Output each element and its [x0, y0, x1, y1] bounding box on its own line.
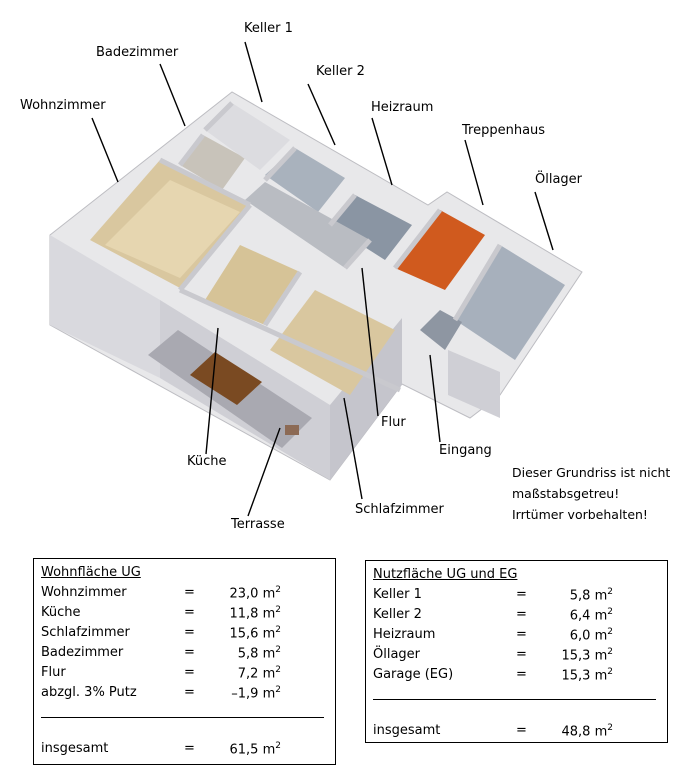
disclaimer-line: Irrtümer vorbehalten!: [512, 507, 648, 522]
row-value: 7,2 $m^2$: [237, 665, 281, 682]
row-equals: =: [516, 587, 527, 602]
label-kueche: Küche: [187, 454, 227, 469]
row-name: Garage (EG): [373, 667, 454, 682]
table-row: [41, 585, 281, 605]
label-keller1: Keller 1: [244, 21, 293, 36]
label-schlafzimmer: Schlafzimmer: [355, 502, 444, 517]
wohnflaeche-title: Wohnfläche UG: [41, 565, 141, 580]
row-equals: =: [516, 667, 527, 682]
label-eingang: Eingang: [439, 443, 492, 458]
label-flur: Flur: [381, 415, 406, 430]
row-equals: =: [184, 605, 195, 620]
table-row-total: [373, 723, 613, 743]
row-equals: =: [184, 625, 195, 640]
row-name: Küche: [41, 605, 81, 620]
table-row: [41, 605, 281, 625]
row-name: Wohnzimmer: [41, 585, 127, 600]
row-name: insgesamt: [373, 723, 441, 738]
table-row-total: [41, 741, 281, 761]
table-row: [373, 607, 613, 627]
table-row: [41, 665, 281, 685]
terrace-grill: [285, 425, 299, 435]
label-badezimmer: Badezimmer: [96, 45, 179, 60]
row-name: Schlafzimmer: [41, 625, 130, 640]
row-value: 15,6 $m^2$: [229, 625, 281, 642]
row-name: Badezimmer: [41, 645, 124, 660]
row-value: 15,3 $m^2$: [561, 667, 613, 684]
label-wohnzimmer: Wohnzimmer: [20, 98, 106, 113]
disclaimer-line: maßstabsgetreu!: [512, 486, 620, 501]
row-equals: =: [184, 741, 195, 756]
row-value: 5,8 $m^2$: [569, 587, 613, 604]
wohnflaeche-table: [33, 558, 336, 765]
row-name: Keller 1: [373, 587, 422, 602]
table-row: [373, 647, 613, 667]
row-value: 48,8 $m^2$: [561, 723, 613, 740]
nutzflaeche-title: Nutzfläche UG und EG: [373, 567, 518, 582]
table-row: [373, 587, 613, 607]
label-heizraum: Heizraum: [371, 100, 434, 115]
row-name: Flur: [41, 665, 66, 680]
row-value: 5,8 $m^2$: [237, 645, 281, 662]
building-model: [50, 92, 582, 480]
label-oellager: Öllager: [535, 172, 583, 187]
row-equals: =: [516, 627, 527, 642]
row-name: Heizraum: [373, 627, 436, 642]
row-equals: =: [184, 685, 195, 700]
table-row: [41, 685, 281, 705]
row-name: Öllager: [373, 647, 421, 662]
row-value: 11,8 $m^2$: [229, 605, 281, 622]
row-name: insgesamt: [41, 741, 109, 756]
row-value: 6,0 $m^2$: [569, 627, 613, 644]
label-keller2: Keller 2: [316, 64, 365, 79]
row-value: 15,3 $m^2$: [561, 647, 613, 664]
row-value: –1,9 $m^2$: [231, 685, 281, 702]
table-row: [41, 625, 281, 645]
table-row: [41, 645, 281, 665]
label-treppenhaus: Treppenhaus: [462, 123, 546, 138]
row-value: 23,0 $m^2$: [229, 585, 281, 602]
row-value: 6,4 $m^2$: [569, 607, 613, 624]
table-row: [373, 627, 613, 647]
row-equals: =: [516, 647, 527, 662]
row-equals: =: [184, 665, 195, 680]
total-divider: [373, 699, 656, 700]
row-name: Keller 2: [373, 607, 422, 622]
nutzflaeche-table: [365, 560, 668, 743]
table-row: [373, 667, 613, 687]
row-equals: =: [516, 723, 527, 738]
disclaimer-line: Dieser Grundriss ist nicht: [512, 465, 671, 480]
row-name: abzgl. 3% Putz: [41, 685, 137, 700]
row-equals: =: [184, 585, 195, 600]
label-terrasse: Terrasse: [231, 517, 285, 532]
disclaimer-note: [512, 462, 670, 525]
row-equals: =: [184, 645, 195, 660]
row-equals: =: [516, 607, 527, 622]
row-value: 61,5 $m^2$: [229, 741, 281, 758]
total-divider: [41, 717, 324, 718]
